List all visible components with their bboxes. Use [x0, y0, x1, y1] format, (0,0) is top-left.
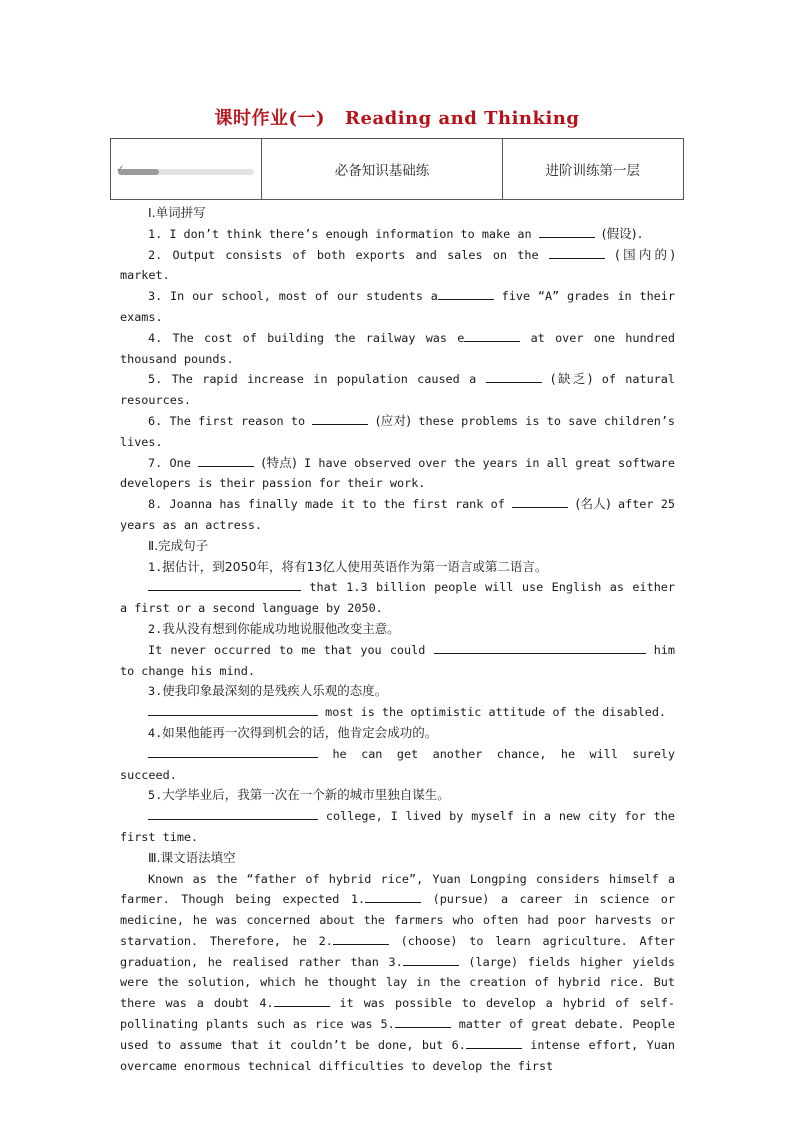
sentence-prompt-3: 3.使我印象最深刻的是残疾人乐观的态度。 [148, 683, 388, 699]
check-icon: ✓ [116, 164, 125, 175]
answer-blank[interactable] [438, 287, 494, 300]
spelling-question-6: 6. The first reason to (应对) these problems is to save children’s lives. [120, 412, 676, 449]
answer-blank[interactable] [148, 703, 318, 716]
section-heading-spelling: Ⅰ.单词拼写 [148, 205, 206, 220]
spelling-question-8: 8. Joanna has finally made it to the first rank of (名人) after 25 years as an actress. [120, 496, 675, 532]
section-heading-sentences: Ⅱ.完成句子 [148, 537, 209, 553]
spelling-question-7: 7. One (特点) I have observed over the years in all great software developers is their passion for their work. [120, 454, 676, 491]
answer-blank[interactable] [539, 225, 595, 238]
spelling-question-3: 3. In our school, most of our students a five “A” grades in their exams. [120, 289, 675, 324]
answer-blank[interactable] [464, 329, 520, 342]
answer-blank[interactable] [486, 370, 542, 383]
spelling-question-5: 5. The rapid increase in population caused a (缺乏) of natural resources. [120, 371, 675, 408]
progress-bar [118, 169, 254, 175]
sentence-answer-1: that 1.3 billion people will use English as either a first or a second language by 2050. [120, 580, 675, 616]
title-english: Reading and Thinking [345, 108, 580, 129]
sentence-answer-2: It never occurred to me that you could him to change his mind. [120, 642, 675, 678]
tab-basic-practice[interactable]: 必备知识基础练 [262, 139, 502, 199]
answer-blank-4[interactable] [274, 994, 330, 1007]
answer-blank-2[interactable] [333, 932, 389, 945]
sentence-answer-3: most is the optimistic attitude of the disabled. [120, 702, 675, 723]
answer-blank[interactable] [148, 578, 301, 591]
answer-blank[interactable] [148, 807, 318, 820]
answer-blank[interactable] [198, 454, 254, 467]
spelling-question-2: 2. Output consists of both exports and sales on the (国内的) market. [120, 246, 675, 283]
page-title [0, 104, 794, 130]
tab-advanced-training[interactable]: 进阶训练第一层 [545, 163, 641, 179]
spelling-question-4: 4. The cost of building the railway was e at over one hundred thousand pounds. [120, 330, 675, 366]
section-heading-grammar-fill: Ⅲ.课文语法填空 [148, 849, 236, 865]
answer-blank-1[interactable] [365, 890, 421, 903]
answer-blank[interactable] [434, 641, 646, 654]
answer-blank[interactable] [148, 745, 318, 758]
answer-blank-6[interactable] [466, 1036, 522, 1049]
sentence-answer-5: college, I lived by myself in a new city for the first time. [120, 809, 675, 844]
progress-cell [111, 139, 262, 199]
sentence-prompt-4: 4.如果他能再一次得到机会的话，他肯定会成功的。 [148, 724, 438, 740]
worksheet-body [120, 203, 675, 1076]
sentence-prompt-5: 5.大学毕业后，我第一次在一个新的城市里独自谋生。 [148, 787, 450, 803]
answer-blank[interactable] [312, 412, 368, 425]
spelling-question-1: 1. I don’t think there’s enough information to make an (假设). [148, 225, 644, 241]
sentence-prompt-2: 2.我从没有想到你能成功地说服他改变主意。 [148, 620, 400, 636]
answer-blank-3[interactable] [403, 953, 459, 966]
exercise-nav-table [110, 138, 684, 200]
answer-blank[interactable] [549, 246, 605, 259]
title-chinese: 课时作业(一) [214, 108, 326, 129]
sentence-answer-4: he can get another chance, he will surely succeed. [120, 746, 676, 782]
answer-blank-5[interactable] [395, 1015, 451, 1028]
grammar-fill-passage: Known as the “father of hybrid rice”, Yuan Longping considers himself a farmer. Though being expected 1. (pursue) a career in science or medicine, he was concerned about the farmers who often had poor harvests or starvation. Therefore, he 2. (choose) to learn agriculture. After graduation, he realised rather than 3. (large) fields higher yields were the solution, which he thought lay in the creation of hybrid rice. But there was a doubt 4. it was possible to develop a hybrid of self-pollinating plants such as rice was 5. matter of great debate. People used to assume that it couldn’t be done, but 6. intense effort, Yuan overcame enormous technical difficulties to develop the first [120, 871, 676, 1073]
answer-blank[interactable] [512, 495, 568, 508]
sentence-prompt-1: 1.据估计，到2050年，将有13亿人使用英语作为第一语言或第二语言。 [148, 558, 548, 574]
